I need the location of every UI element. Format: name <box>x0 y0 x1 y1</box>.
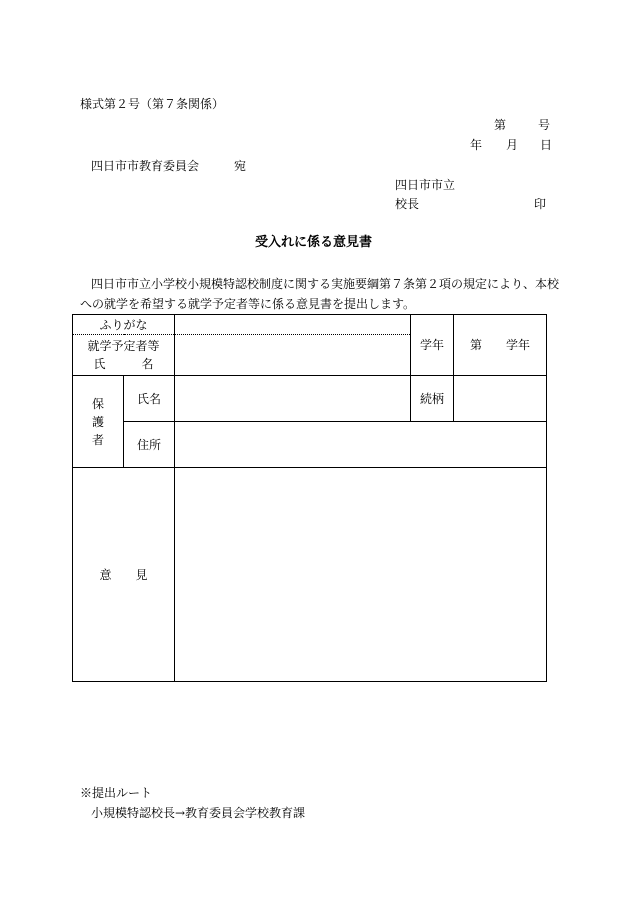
relationship-field[interactable] <box>454 376 547 422</box>
address-label: 住所 <box>124 422 175 468</box>
guardian-label <box>73 376 124 468</box>
student-name-field[interactable] <box>175 335 411 376</box>
body-line-2: への就学を希望する就学予定者等に係る意見書を提出します。 <box>80 297 416 311</box>
guardian-name-label: 氏名 <box>124 376 175 422</box>
relationship-label: 続柄 <box>411 376 454 422</box>
student-name-label <box>73 335 175 376</box>
address-field[interactable] <box>175 422 547 468</box>
guardian-char-1: 保 <box>91 396 104 411</box>
route-text: 小規模特認校長→教育委員会学校教育課 <box>91 806 306 820</box>
doc-number-prefix: 第 <box>494 118 507 132</box>
opinion-label: 意 見 <box>73 468 175 682</box>
furigana-field[interactable] <box>175 315 411 335</box>
furigana-label: ふりがな <box>73 315 175 335</box>
doc-number-suffix: 号 <box>538 118 551 132</box>
sender-principal-label: 校長 <box>395 197 420 211</box>
grade-field[interactable] <box>454 315 547 376</box>
seal-mark: 印 <box>534 197 547 211</box>
guardian-char-3: 者 <box>91 432 104 447</box>
body-line-1: 四日市市立小学校小規模特認校制度に関する実施要綱第７条第２項の規定により、本校 <box>91 277 560 291</box>
student-label-line-1: 就学予定者等 <box>87 339 160 353</box>
date-year: 年 <box>470 138 483 152</box>
grade-label: 学年 <box>411 315 454 376</box>
addressee-name: 四日市市教育委員会 <box>91 159 200 173</box>
guardian-char-2: 護 <box>91 414 104 429</box>
grade-prefix: 第 <box>469 338 482 352</box>
guardian-name-field[interactable] <box>175 376 411 422</box>
date-day: 日 <box>540 138 553 152</box>
opinion-form-table <box>72 314 547 682</box>
grade-suffix: 学年 <box>506 338 531 352</box>
route-heading: ※提出ルート <box>80 786 153 800</box>
addressee-honorific: 宛 <box>234 159 247 173</box>
opinion-field[interactable] <box>175 468 547 682</box>
sender-school: 四日市市立 <box>395 178 456 192</box>
student-label-line-2: 氏 名 <box>93 357 154 371</box>
date-month: 月 <box>506 138 519 152</box>
form-number: 様式第２号（第７条関係） <box>80 97 225 111</box>
document-title: 受入れに係る意見書 <box>255 235 373 250</box>
